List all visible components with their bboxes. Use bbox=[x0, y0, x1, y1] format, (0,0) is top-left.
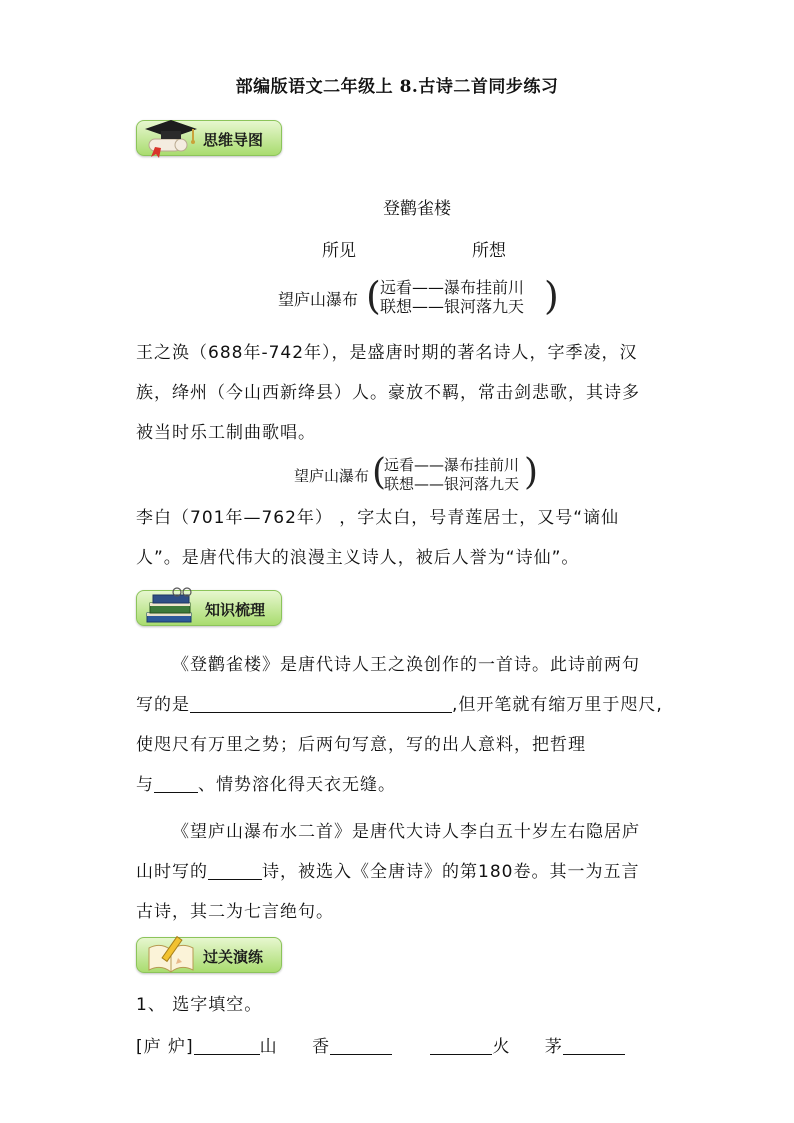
notebook-pencil-icon bbox=[141, 934, 201, 976]
item-char: 香 bbox=[312, 1037, 331, 1057]
text-line: 古诗，其二为七言绝句。 bbox=[136, 902, 334, 922]
question-1: 1、 选字填空。 bbox=[136, 995, 263, 1015]
fill-blank[interactable] bbox=[154, 774, 198, 793]
branch-line: 联想——银河落九天 bbox=[380, 297, 525, 316]
knowledge-paragraph-1 bbox=[136, 645, 716, 805]
fill-blank[interactable] bbox=[194, 1036, 260, 1055]
text-line: 《登鹳雀楼》是唐代诗人王之涣创作的一首诗。此诗前两句 bbox=[172, 655, 640, 675]
text-fragment: 、情势溶化得天衣无缝。 bbox=[198, 775, 396, 795]
bio-line: 李白（701年—762年） ，字太白，号青莲居士，又号“谪仙 bbox=[136, 508, 620, 528]
text-fragment: 诗，被选入《全唐诗》的第180卷。其一为五言 bbox=[262, 862, 640, 882]
poem-title: 登鹳雀楼 bbox=[383, 199, 451, 219]
fill-blank[interactable] bbox=[563, 1036, 625, 1055]
right-brace: ) bbox=[524, 452, 539, 493]
author-bio bbox=[136, 333, 696, 453]
page-title: 部编版语文二年级上 8.古诗二首同步练习 bbox=[235, 77, 559, 97]
fill-blank[interactable] bbox=[430, 1036, 492, 1055]
question-1-items bbox=[136, 1027, 696, 1067]
fill-blank[interactable] bbox=[330, 1036, 392, 1055]
right-brace: ) bbox=[544, 274, 559, 318]
options-label: [庐 炉] bbox=[136, 1037, 194, 1057]
knowledge-paragraph-2 bbox=[136, 812, 716, 932]
section-badge-practice bbox=[136, 937, 282, 973]
item-char: 山 bbox=[259, 1037, 278, 1057]
section-label: 知识梳理 bbox=[205, 601, 266, 619]
text-line bbox=[136, 852, 716, 892]
left-brace: ( bbox=[372, 452, 387, 493]
branch-label: 望庐山瀑布 bbox=[278, 290, 359, 309]
branch-line: 远看——瀑布挂前川 bbox=[384, 456, 520, 474]
books-icon bbox=[141, 587, 201, 629]
item-char: 火 bbox=[492, 1037, 511, 1057]
text-fragment: 写的是 bbox=[136, 695, 190, 715]
section-label: 过关演练 bbox=[203, 948, 264, 966]
text-line: 使咫尺有万里之势；后两句写意，写的出人意料，把哲理 bbox=[136, 735, 586, 755]
branch-label: 望庐山瀑布 bbox=[294, 467, 370, 485]
author-bio bbox=[136, 498, 696, 578]
bio-line: 被当时乐工制曲歌唱。 bbox=[136, 423, 316, 443]
branch-line: 联想——银河落九天 bbox=[384, 475, 520, 493]
fill-blank[interactable] bbox=[208, 861, 262, 880]
column-label-right: 所想 bbox=[472, 241, 506, 261]
mindmap-branch bbox=[0, 276, 794, 320]
text-line: 《望庐山瀑布水二首》是唐代大诗人李白五十岁左右隐居庐 bbox=[172, 822, 640, 842]
text-fragment: 与 bbox=[136, 775, 154, 795]
section-badge-mindmap bbox=[136, 120, 282, 156]
section-label: 思维导图 bbox=[203, 131, 264, 149]
bio-line: 王之涣（688年-742年），是盛唐时期的著名诗人，字季凌，汉 bbox=[136, 343, 638, 363]
fill-blank[interactable] bbox=[190, 694, 452, 713]
branch-line: 远看——瀑布挂前川 bbox=[380, 278, 525, 297]
bio-line: 人”。是唐代伟大的浪漫主义诗人，被后人誉为“诗仙”。 bbox=[136, 548, 580, 568]
item-char: 茅 bbox=[544, 1037, 563, 1057]
text-fragment: 山时写的 bbox=[136, 862, 208, 882]
text-fragment: ,但开笔就有缩万里于咫尺, bbox=[452, 695, 663, 715]
left-brace: ( bbox=[366, 274, 381, 318]
section-badge-knowledge bbox=[136, 590, 282, 626]
text-line bbox=[136, 765, 716, 805]
mindmap-branch bbox=[0, 454, 794, 498]
column-label-left: 所见 bbox=[322, 241, 356, 261]
bio-line: 族，绛州（今山西新绛县）人。豪放不羁，常击剑悲歌，其诗多 bbox=[136, 383, 640, 403]
graduation-cap-icon bbox=[141, 117, 201, 159]
text-line bbox=[136, 685, 716, 725]
